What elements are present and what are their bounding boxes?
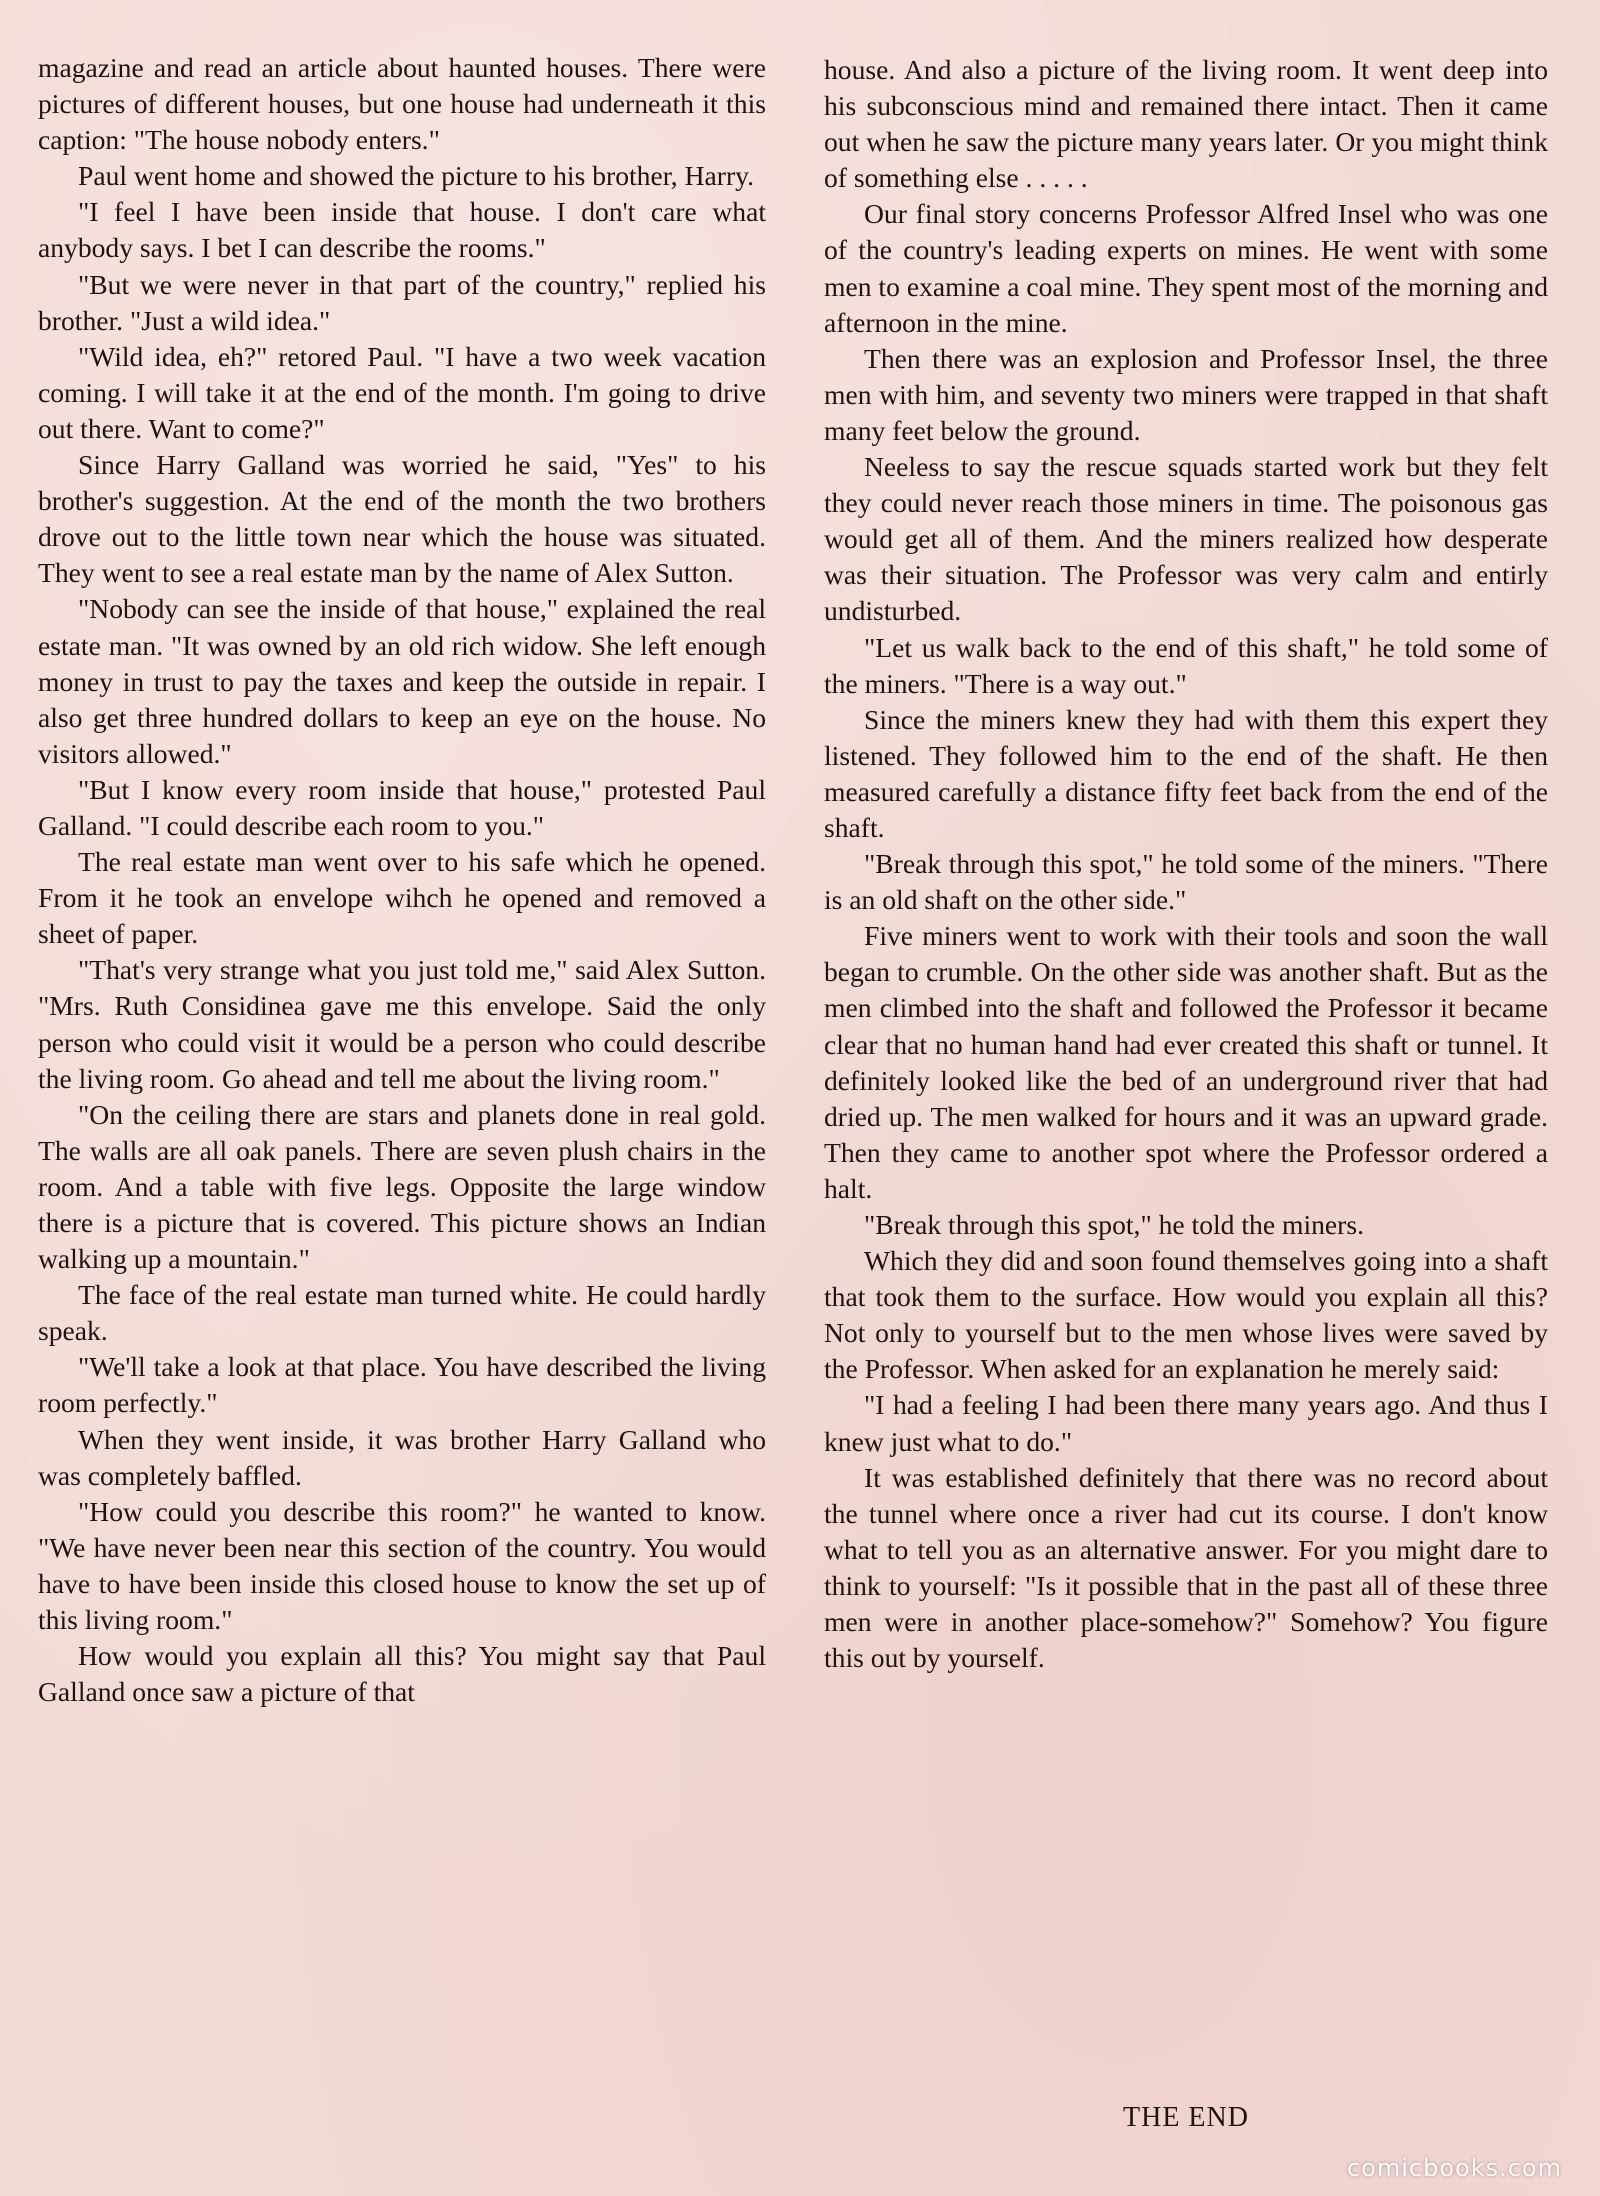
- paragraph: "On the ceiling there are stars and planets done in real gold. The walls are all oak panels. There are seven plush chairs in the room. And a table with five legs. Opposite the large window there is a picture that is covered. This picture shows an Indian walking up a mountain.": [38, 1098, 766, 1275]
- the-end-label: THE END: [1123, 2102, 1249, 2133]
- paragraph: Which they did and soon found themselves going into a shaft that took them to the surface. How would you explain all this? Not only to yourself but to the men whose lives were saved by the Professor. When asked for an explanation he merely said:: [824, 1245, 1548, 1385]
- paragraph: When they went inside, it was brother Harry Galland who was completely baffled.: [38, 1423, 766, 1491]
- paragraph: Since Harry Galland was worried he said, "Yes" to his brother's suggestion. At the end of the month the two brothers drove out to the little town near which the house was situated. They went to see a real estate man by the name of Alex Sutton.: [38, 449, 766, 589]
- paragraph: The face of the real estate man turned white. He could hardly speak.: [38, 1279, 766, 1347]
- watermark-text: comicbooks.com: [1346, 2154, 1562, 2182]
- paragraph: "I had a feeling I had been there many years ago. And thus I knew just what to do.": [824, 1389, 1548, 1457]
- paragraph: How would you explain all this? You might say that Paul Galland once saw a picture of that: [38, 1640, 766, 1708]
- paragraph: Since the miners knew they had with them this expert they listened. They followed him to the end of the shaft. He then measured carefully a distance fifty feet back from the end of the shaft.: [824, 703, 1548, 843]
- paragraph: The real estate man went over to his safe which he opened. From it he took an envelope wihch he opened and removed a sheet of paper.: [38, 846, 766, 950]
- paragraph: house. And also a picture of the living room. It went deep into his subconscious mind and remained there intact. Then it came out when he saw the picture many years later. Or you might think of something else . . . . .: [824, 54, 1548, 194]
- paragraph: "Let us walk back to the end of this shaft," he told some of the miners. "There is a way out.": [824, 631, 1548, 699]
- paragraph: It was established definitely that there was no record about the tunnel where once a river had cut its course. I don't know what to tell you as an alternative answer. For you might dare to think to yourself: "Is it possible that in the past all of these three men were in another place-somehow?" Somehow? You figure this out by yourself.: [824, 1461, 1548, 1674]
- right-text-column: [824, 52, 1548, 1676]
- paragraph: "Nobody can see the inside of that house," explained the real estate man. "It was owned by an old rich widow. She left enough money in trust to pay the taxes and keep the outside in repair. I also get three hundred dollars to keep an eye on the house. No visitors allowed.": [38, 593, 766, 769]
- paragraph: "I feel I have been inside that house. I don't care what anybody says. I bet I can describe the rooms.": [38, 196, 766, 264]
- paragraph: Our final story concerns Professor Alfred Insel who was one of the country's leading experts on mines. He went with some men to examine a coal mine. They spent most of the morning and afternoon in the mine.: [824, 198, 1548, 338]
- paragraph: "But I know every room inside that house," protested Paul Galland. "I could describe each room to you.": [38, 773, 766, 841]
- paragraph: "Break through this spot," he told the miners.: [864, 1209, 1364, 1240]
- paragraph: Then there was an explosion and Professor Insel, the three men with him, and seventy two miners were trapped in that shaft many feet below the ground.: [824, 342, 1548, 446]
- paragraph: "Wild idea, eh?" retored Paul. "I have a two week vacation coming. I will take it at the end of the month. I'm going to drive out there. Want to come?": [38, 340, 766, 444]
- paragraph: "But we were never in that part of the country," replied his brother. "Just a wild idea.": [38, 268, 766, 336]
- paragraph: "That's very strange what you just told me," said Alex Sutton. "Mrs. Ruth Considinea gave me this envelope. Said the only person who could visit it would be a person who could describe the living room. Go ahead and tell me about the living room.": [38, 954, 766, 1094]
- paragraph: Neeless to say the rescue squads started work but they felt they could never reach those miners in time. The poisonous gas would get all of them. And the miners realized how desperate was their situation. The Professor was very calm and entirly undisturbed.: [824, 451, 1548, 627]
- paragraph: magazine and read an article about haunted houses. There were pictures of different houses, but one house had underneath it this caption: "The house nobody enters.": [38, 52, 766, 156]
- paragraph: "How could you describe this room?" he wanted to know. "We have never been near this section of the country. You would have to have been inside this closed house to know the set up of this living room.": [38, 1495, 766, 1636]
- paragraph: "Break through this spot," he told some of the miners. "There is an old shaft on the other side.": [824, 848, 1548, 916]
- paragraph: "We'll take a look at that place. You have described the living room perfectly.": [38, 1351, 766, 1419]
- paragraph: Paul went home and showed the picture to his brother, Harry.: [78, 160, 755, 192]
- paragraph: Five miners went to work with their tools and soon the wall began to crumble. On the other side was another shaft. But as the men climbed into the shaft and followed the Professor it became clear that no human hand had ever created this shaft or tunnel. It definitely looked like the bed of an underground river that had dried up. The men walked for hours and it was an upward grade. Then they came to another spot where the Professor ordered a halt.: [824, 920, 1548, 1204]
- left-text-column: [38, 50, 766, 1710]
